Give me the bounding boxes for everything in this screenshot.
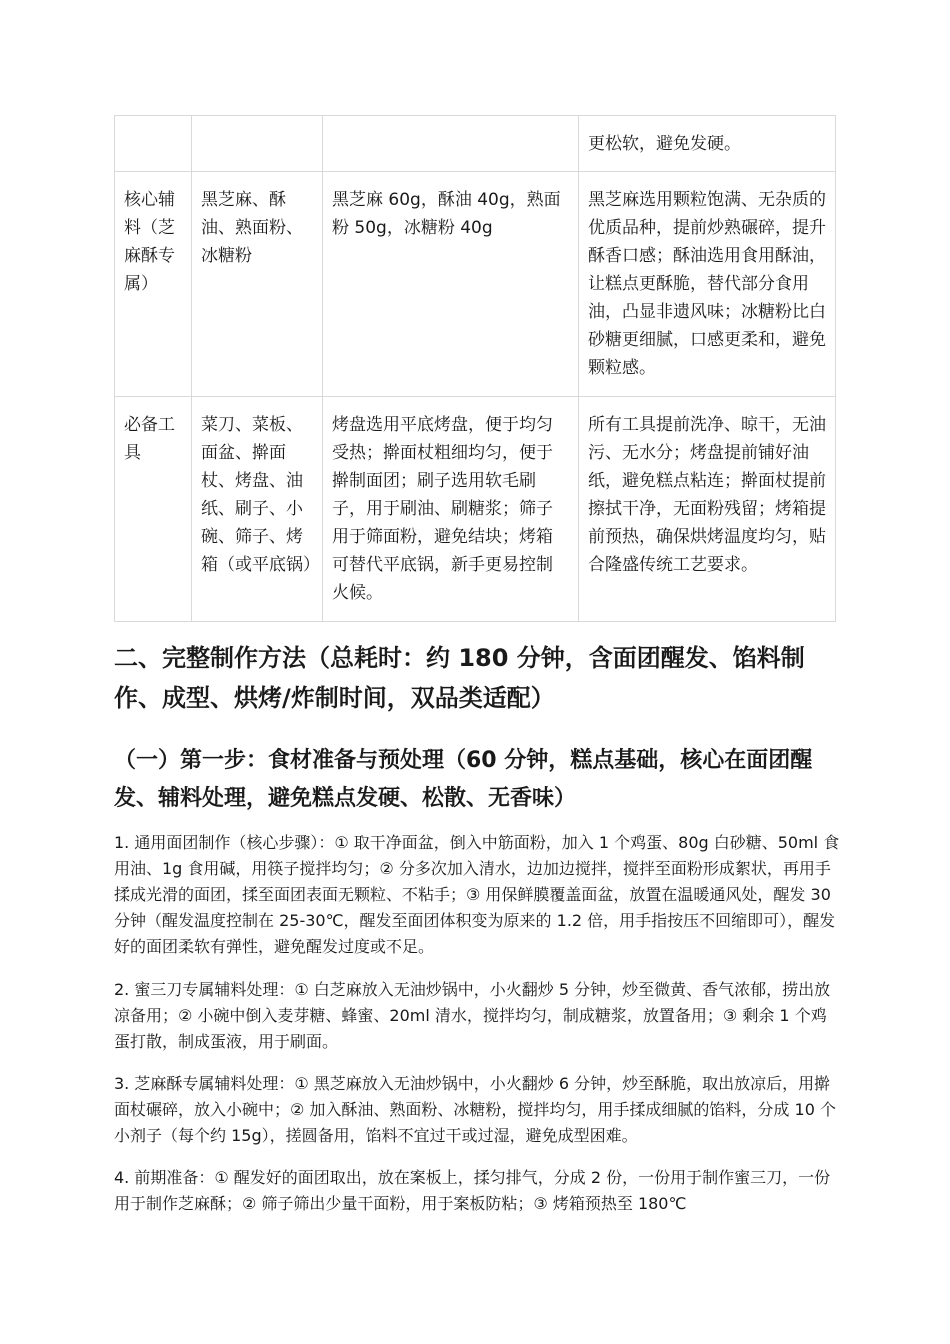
step-paragraph: 3. 芝麻酥专属辅料处理：① 黑芝麻放入无油炒锅中，小火翻炒 6 分钟，炒至酥脆，取出放凉后，用擀面杖碾碎，放入小碗中；② 加入酥油、熟面粉、冰糖粉，搅拌均匀，用手揉成细腻的馅料，分成 10 个小剂子（每个约 15g），搓圆备用，馅料不宜过干或过湿，避免成型困难。 <box>114 1074 836 1145</box>
step-paragraph: 4. 前期准备：① 醒发好的面团取出，放在案板上，揉匀排气，分成 2 份，一份用于制作蜜三刀，一份用于制作芝麻酥；② 筛子筛出少量干面粉，用于案板防粘；③ 烤箱预热至 180℃ <box>114 1168 831 1213</box>
subsection-heading: （一）第一步：食材准备与预处理（60 分钟，糕点基础，核心在面团醒发、辅料处理，避免糕点发硬、松散、无香味） <box>114 748 813 811</box>
table-cell-category: 必备工具 <box>115 397 192 622</box>
table-cell-category: 核心辅料（芝麻酥专属） <box>115 172 192 397</box>
table-row <box>115 116 836 172</box>
table-row <box>115 397 836 622</box>
step-paragraph: 2. 蜜三刀专属辅料处理：① 白芝麻放入无油炒锅中，小火翻炒 5 分钟，炒至微黄、香气浓郁，捞出放凉备用；② 小碗中倒入麦芽糖、蜂蜜、20ml 清水，搅拌均匀，制成糖浆，放置备用；③ 剩余 1 个鸡蛋打散，制成蛋液，用于刷面。 <box>114 980 831 1051</box>
table-cell-category <box>115 116 192 172</box>
table-cell-notes: 更松软，避免发硬。 <box>579 116 836 172</box>
table-cell-amounts: 黑芝麻 60g，酥油 40g，熟面粉 50g，冰糖粉 40g <box>323 172 579 397</box>
ingredients-table <box>114 115 836 622</box>
table-cell-amounts: 烤盘选用平底烤盘，便于均匀受热；擀面杖粗细均匀，便于擀制面团；刷子选用软毛刷子，用于刷油、刷糖浆；筛子用于筛面粉，避免结块；烤箱可替代平底锅，新手更易控制火候。 <box>323 397 579 622</box>
section-heading: 二、完整制作方法（总耗时：约 180 分钟，含面团醒发、馅料制作、成型、烘烤/炸制时间，双品类适配） <box>114 644 805 712</box>
table-cell-items <box>192 116 323 172</box>
table-cell-notes: 黑芝麻选用颗粒饱满、无杂质的优质品种，提前炒熟碾碎，提升酥香口感；酥油选用食用酥油，让糕点更酥脆，替代部分食用油，凸显非遗风味；冰糖粉比白砂糖更细腻，口感更柔和，避免颗粒感。 <box>579 172 836 397</box>
step-paragraph: 1. 通用面团制作（核心步骤）：① 取干净面盆，倒入中筋面粉，加入 1 个鸡蛋、80g 白砂糖、50ml 食用油、1g 食用碱，用筷子搅拌均匀；② 分多次加入清水，边加边搅拌，搅拌至面粉形成絮状，再用手揉成光滑的面团，揉至面团表面无颗粒、不粘手；③ 用保鲜膜覆盖面盆，放置在温暖通风处，醒发 30 分钟（醒发温度控制在 25-30℃，醒发至面团体积变为原来的 1.2 倍，用手指按压不回缩即可），醒发好的面团柔软有弹性，避免醒发过度或不足。 <box>114 833 840 956</box>
table-cell-amounts <box>323 116 579 172</box>
table-cell-items: 菜刀、菜板、面盆、擀面杖、烤盘、油纸、刷子、小碗、筛子、烤箱（或平底锅） <box>192 397 323 622</box>
table-cell-notes: 所有工具提前洗净、晾干，无油污、无水分；烤盘提前铺好油纸，避免糕点粘连；擀面杖提前擦拭干净，无面粉残留；烤箱提前预热，确保烘烤温度均匀，贴合隆盛传统工艺要求。 <box>579 397 836 622</box>
table-row <box>115 172 836 397</box>
table-cell-items: 黑芝麻、酥油、熟面粉、冰糖粉 <box>192 172 323 397</box>
